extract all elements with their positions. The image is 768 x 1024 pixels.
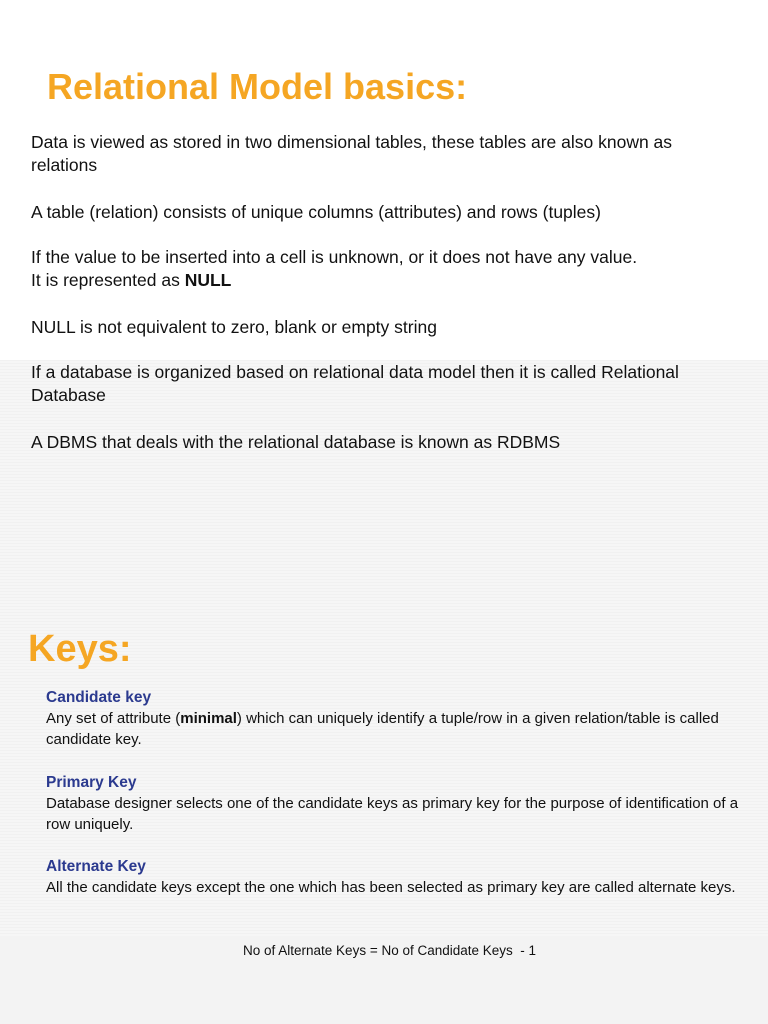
null-keyword: NULL xyxy=(184,270,232,290)
alternate-key-description: All the candidate keys except the one which has been selected as primary key are called alternate keys. xyxy=(46,879,736,896)
paragraph-columns-rows: A table (relation) consists of unique columns (attributes) and rows (tuples) xyxy=(31,202,601,222)
primary-key-block xyxy=(46,772,746,835)
paragraph-relational-database: If a database is organized based on relational data model then it is called Relational Database xyxy=(31,362,679,405)
slide-relational-basics-background xyxy=(0,0,768,360)
minimal-keyword: minimal xyxy=(180,710,237,727)
primary-key-heading: Primary Key xyxy=(46,774,137,791)
candidate-key-description xyxy=(46,708,746,750)
candidate-desc-prefix: Any set of attribute ( xyxy=(46,710,181,727)
null-value-line1: If the value to be inserted into a cell is unknown, or it does not have any value. xyxy=(31,247,638,267)
relational-model-title: Relational Model basics: xyxy=(47,66,468,107)
alternate-key-heading: Alternate Key xyxy=(46,858,146,875)
paragraph-null-not-zero: NULL is not equivalent to zero, blank or empty string xyxy=(31,317,437,337)
paragraph-null-value xyxy=(31,246,731,292)
candidate-key-heading: Candidate key xyxy=(46,689,152,706)
paragraph-tables: Data is viewed as stored in two dimensional tables, these tables are also known as relations xyxy=(31,132,673,175)
candidate-key-block xyxy=(46,687,746,750)
paragraph-rdbms: A DBMS that deals with the relational database is known as RDBMS xyxy=(31,432,561,452)
alternate-key-block xyxy=(46,856,746,898)
keys-title: Keys: xyxy=(28,628,132,670)
alternate-keys-formula: No of Alternate Keys = No of Candidate Keys - 1 xyxy=(243,943,537,958)
primary-key-description: Database designer selects one of the candidate keys as primary key for the purpose of identification of a row uniquely. xyxy=(46,795,739,833)
null-value-line2-prefix: It is represented as xyxy=(31,270,185,290)
candidate-desc-suffix: ) which can uniquely identify a tuple/row in a given relation/table is called candidate key. xyxy=(46,710,719,748)
